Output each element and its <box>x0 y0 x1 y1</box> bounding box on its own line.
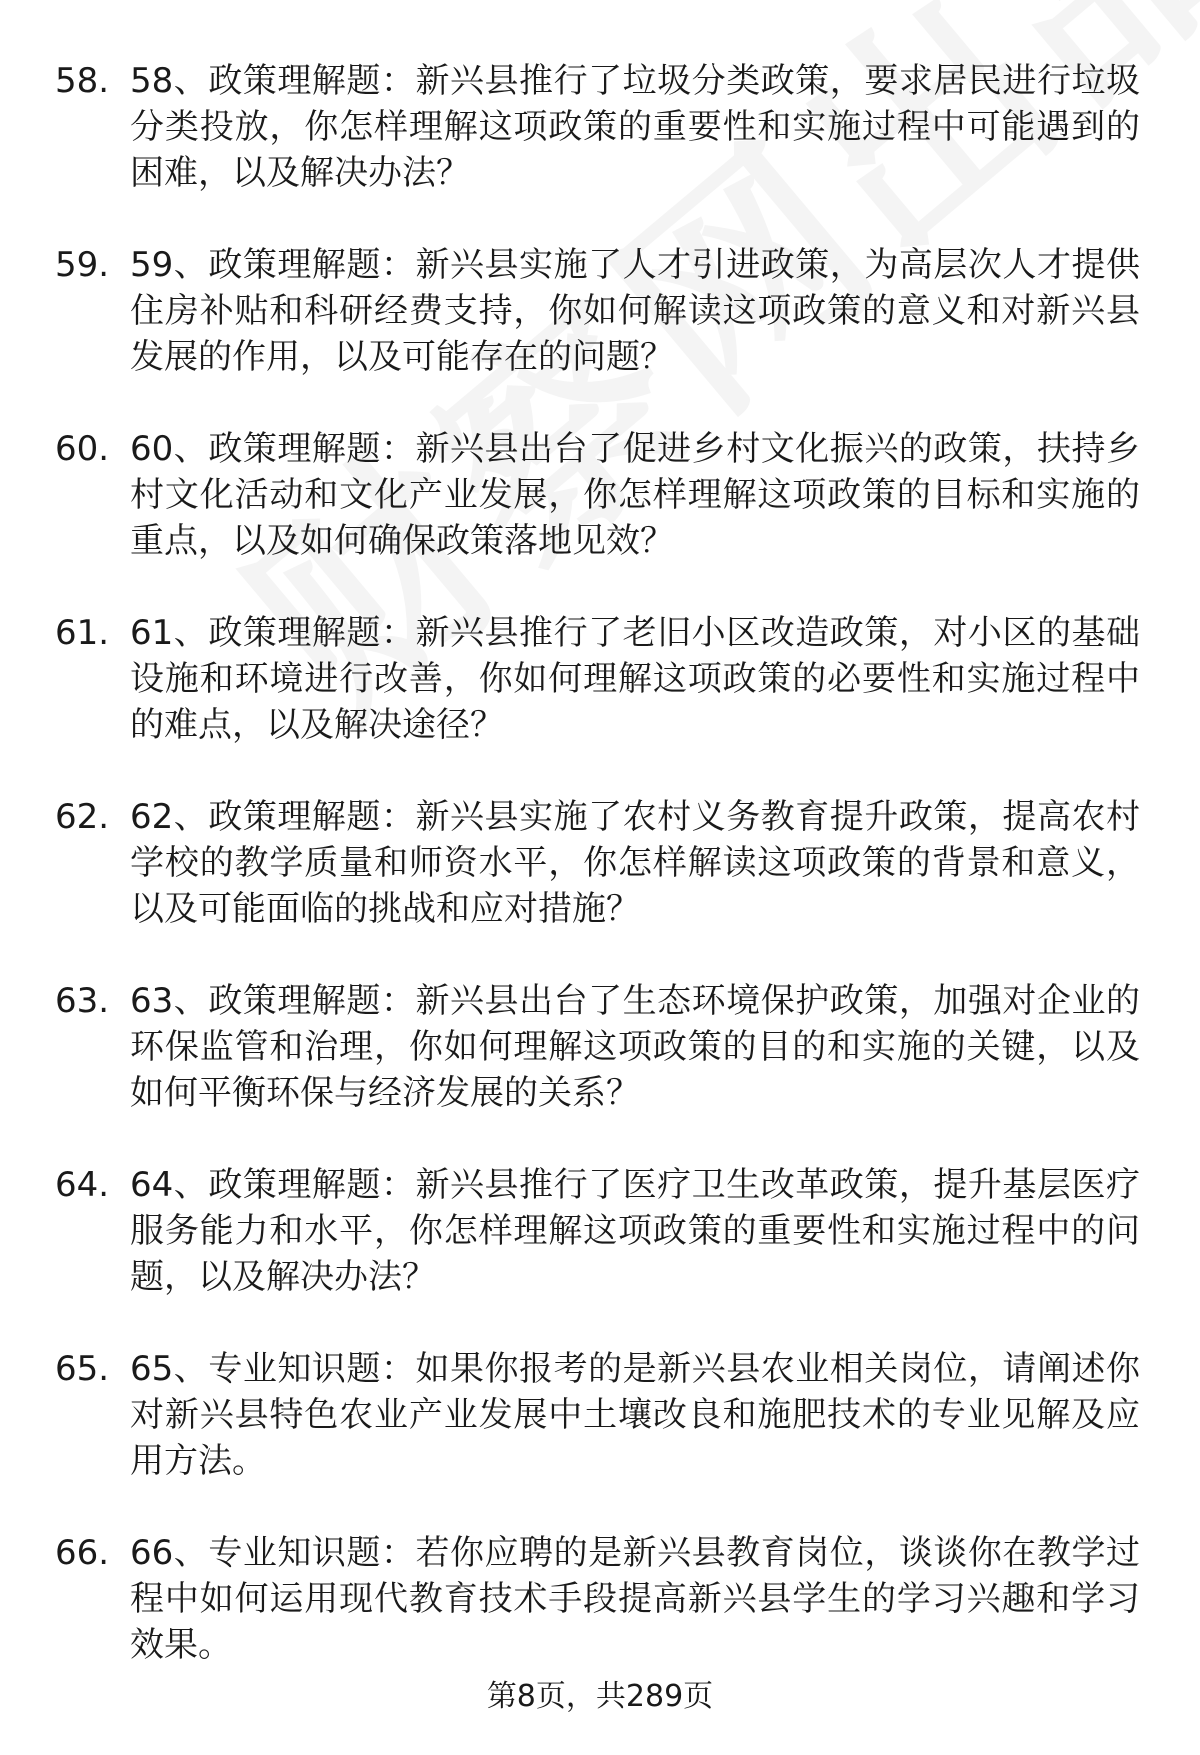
list-item <box>0 1530 1200 1668</box>
item-number: 65. <box>55 1349 110 1389</box>
item-number: 63. <box>55 981 110 1021</box>
list-item <box>0 58 1200 196</box>
list-item <box>0 426 1200 564</box>
item-text: 63、政策理解题：新兴县出台了生态环境保护政策，加强对企业的环保监管和治理，你如何理解这项政策的目的和实施的关键，以及如何平衡环保与经济发展的关系？ <box>130 981 1140 1113</box>
page-number-label: 第8页，共289页 <box>486 1679 714 1714</box>
item-number: 59. <box>55 245 110 285</box>
page-footer <box>0 1677 1200 1717</box>
list-item <box>0 610 1200 748</box>
question-list <box>0 58 1200 1714</box>
item-number: 66. <box>55 1533 110 1573</box>
item-number: 61. <box>55 613 110 653</box>
item-text: 65、专业知识题：如果你报考的是新兴县农业相关岗位，请阐述你对新兴县特色农业产业发展中土壤改良和施肥技术的专业见解及应用方法。 <box>130 1349 1140 1481</box>
list-item <box>0 794 1200 932</box>
item-text: 62、政策理解题：新兴县实施了农村义务教育提升政策，提高农村学校的教学质量和师资水平，你怎样解读这项政策的背景和意义，以及可能面临的挑战和应对措施？ <box>130 797 1140 929</box>
item-text: 66、专业知识题：若你应聘的是新兴县教育岗位，谈谈你在教学过程中如何运用现代教育技术手段提高新兴县学生的学习兴趣和学习效果。 <box>130 1533 1140 1665</box>
item-number: 64. <box>55 1165 110 1205</box>
list-item <box>0 1346 1200 1484</box>
item-text: 64、政策理解题：新兴县推行了医疗卫生改革政策，提升基层医疗服务能力和水平，你怎样理解这项政策的重要性和实施过程中的问题，以及解决办法？ <box>130 1165 1140 1297</box>
item-text: 60、政策理解题：新兴县出台了促进乡村文化振兴的政策，扶持乡村文化活动和文化产业发展，你怎样理解这项政策的目标和实施的重点，以及如何确保政策落地见效？ <box>130 429 1140 561</box>
item-text: 59、政策理解题：新兴县实施了人才引进政策，为高层次人才提供住房补贴和科研经费支持，你如何解读这项政策的意义和对新兴县发展的作用，以及可能存在的问题？ <box>130 245 1140 377</box>
item-text: 61、政策理解题：新兴县推行了老旧小区改造政策，对小区的基础设施和环境进行改善，你如何理解这项政策的必要性和实施过程中的难点，以及解决途径？ <box>130 613 1140 745</box>
list-item <box>0 978 1200 1116</box>
item-number: 58. <box>55 61 110 101</box>
item-text: 58、政策理解题：新兴县推行了垃圾分类政策，要求居民进行垃圾分类投放，你怎样理解这项政策的重要性和实施过程中可能遇到的困难，以及解决办法？ <box>130 61 1140 193</box>
list-item <box>0 242 1200 380</box>
item-number: 62. <box>55 797 110 837</box>
list-item <box>0 1162 1200 1300</box>
item-number: 60. <box>55 429 110 469</box>
